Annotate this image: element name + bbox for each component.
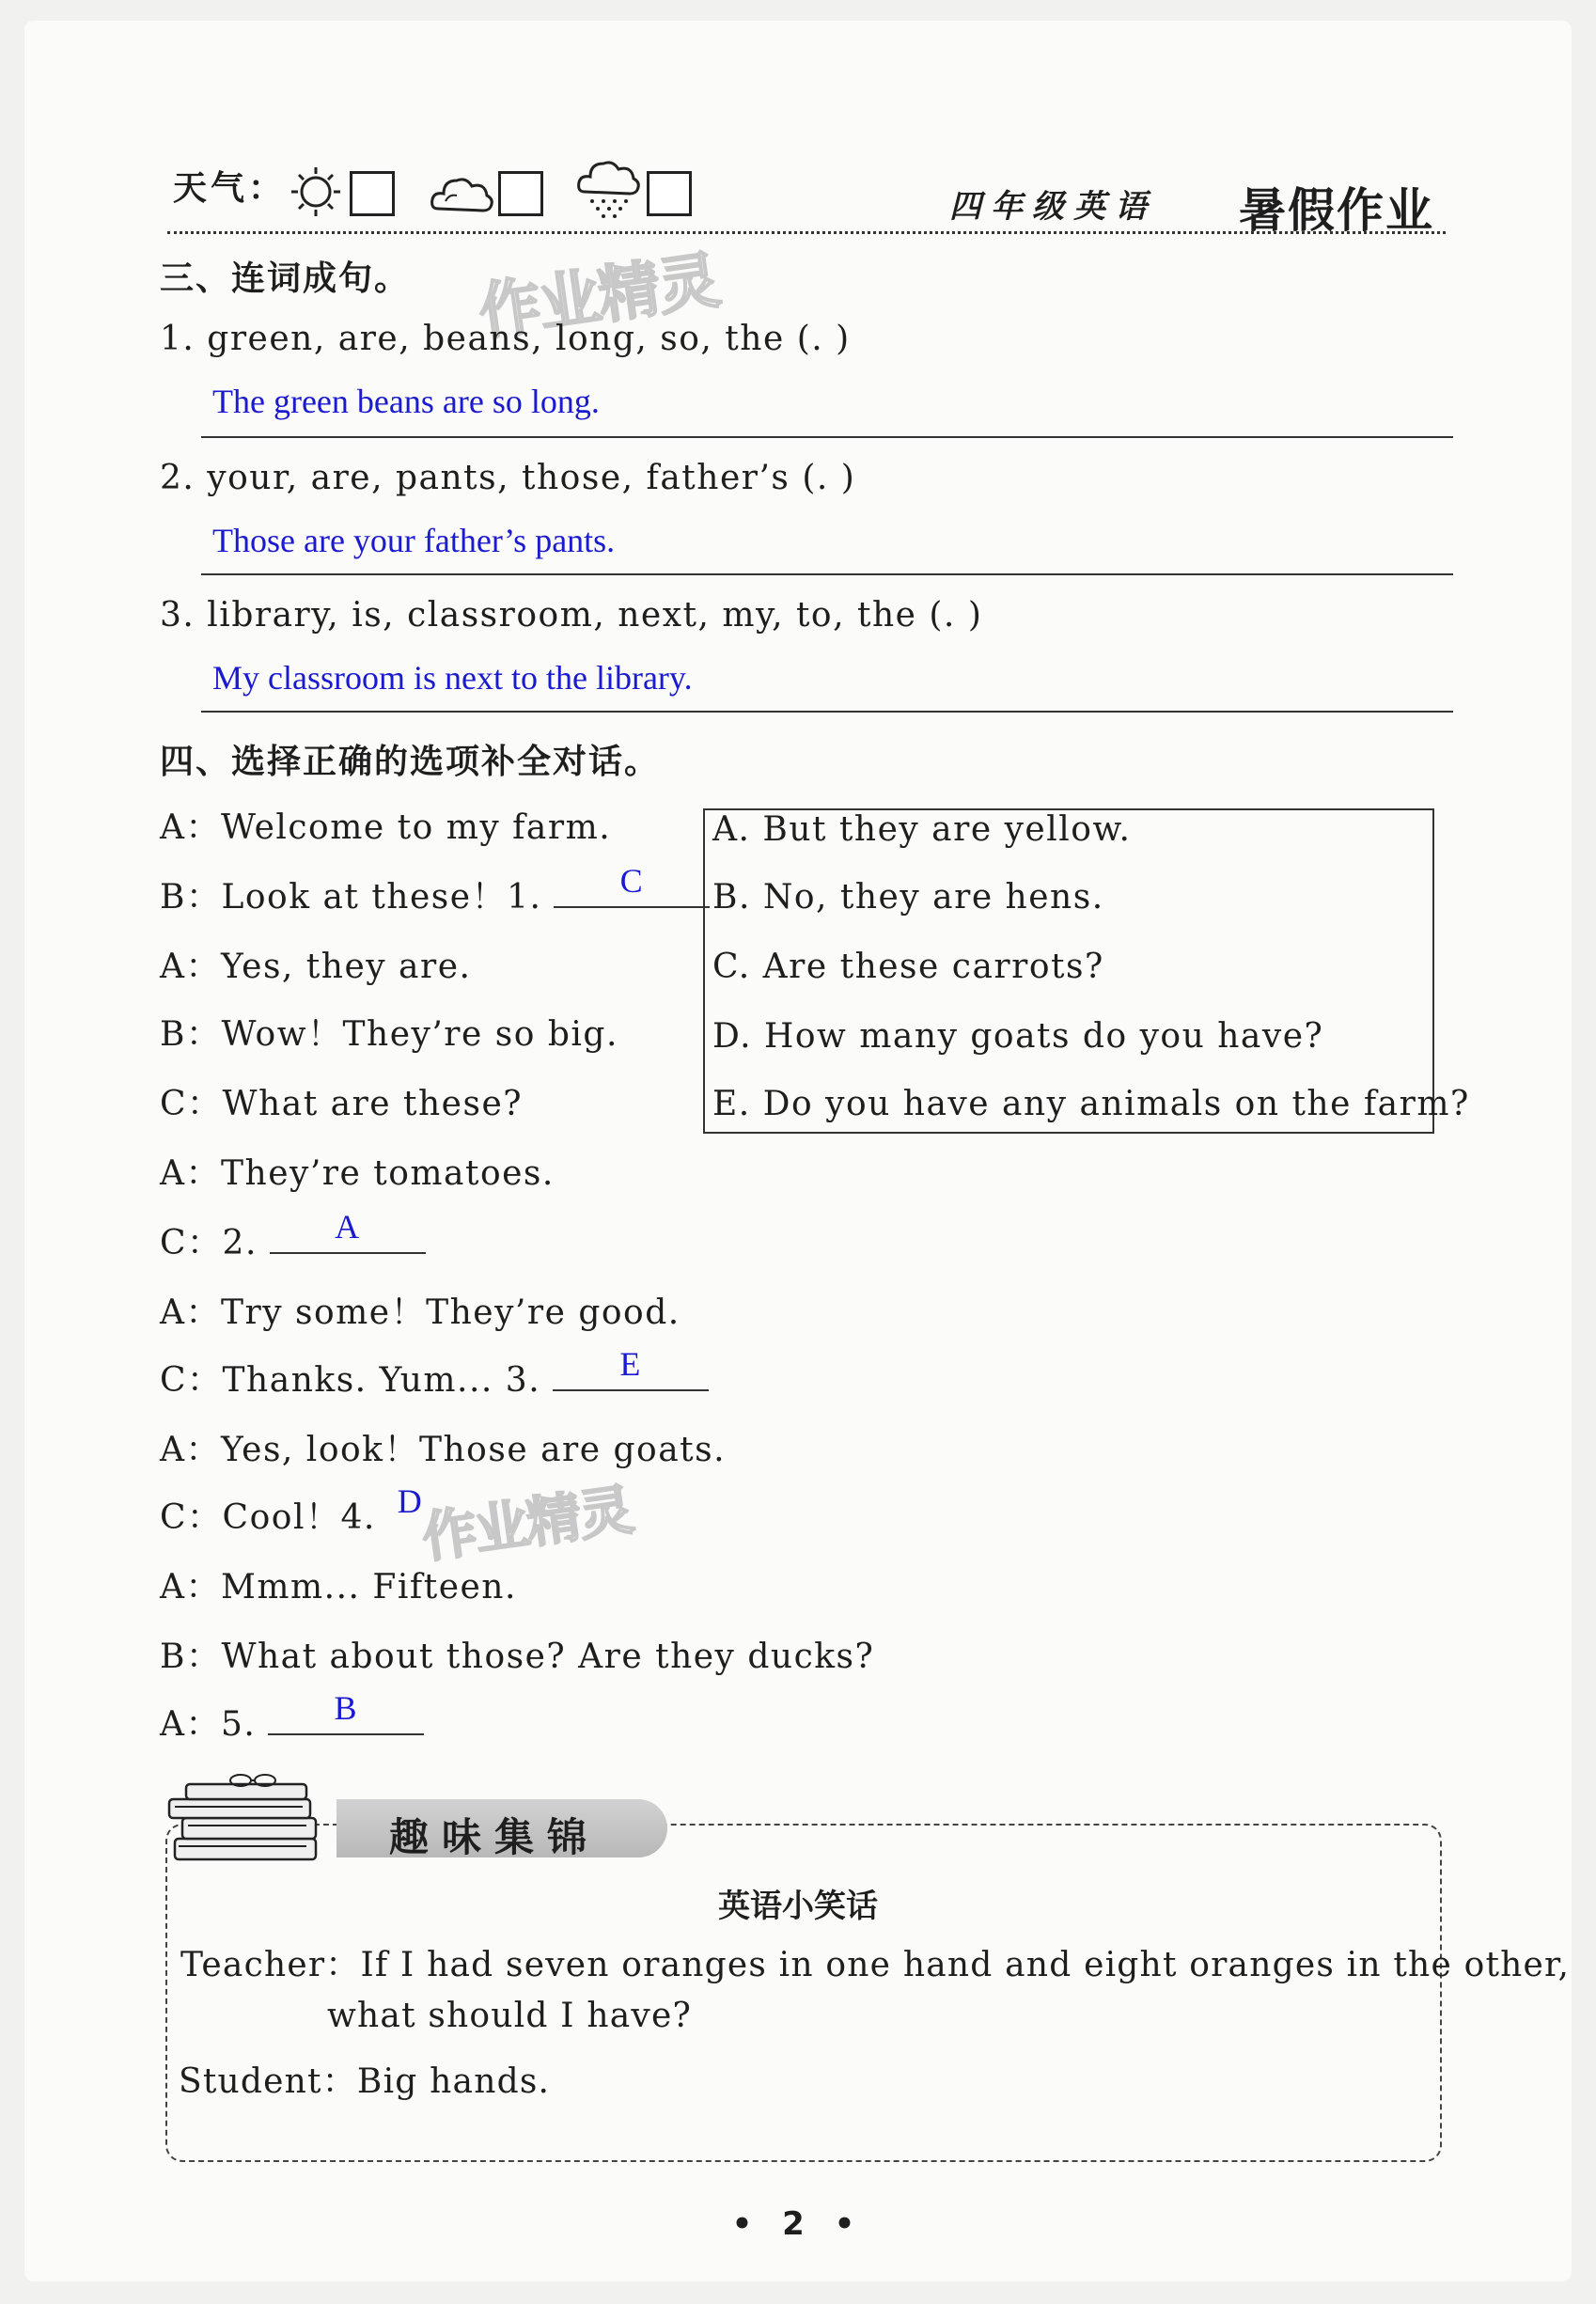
dialogue-line: A：Mmm... Fifteen. bbox=[160, 1568, 517, 1607]
answer-blank[interactable]: D bbox=[397, 1482, 424, 1520]
dialogue-line: A：They’re tomatoes. bbox=[160, 1154, 555, 1193]
answer-blank[interactable]: E bbox=[553, 1354, 709, 1391]
joke-line: what should I have? bbox=[327, 1997, 692, 2035]
option-d: D. How many goats do you have? bbox=[712, 1017, 1324, 1056]
grade-subject: 四年级英语 bbox=[949, 188, 1156, 226]
rain-cloud-icon bbox=[575, 158, 643, 224]
options-box bbox=[703, 808, 1470, 1134]
section3-title: 三、连词成句。 bbox=[160, 259, 411, 298]
dialogue-line: A：Yes, look！Those are goats. bbox=[160, 1431, 727, 1469]
fun-box bbox=[165, 1824, 1442, 2162]
page-number: • 2 • bbox=[731, 2205, 865, 2243]
books-icon bbox=[165, 1773, 344, 1867]
cloud-icon bbox=[429, 158, 496, 220]
answer-line bbox=[201, 711, 1453, 713]
dialogue-line: A：Try some！They’re good. bbox=[160, 1293, 681, 1332]
question-prompt: 3. library, is, classroom, next, my, to, the (. ) bbox=[160, 596, 983, 635]
question-answer: My classroom is next to the library. bbox=[212, 659, 693, 697]
dialogue-line: C：What are these? bbox=[160, 1085, 524, 1123]
answer-blank[interactable]: A bbox=[270, 1216, 426, 1254]
rain-checkbox[interactable] bbox=[647, 171, 692, 216]
option-a: A. But they are yellow. bbox=[712, 810, 1132, 849]
cloud-checkbox[interactable] bbox=[498, 171, 543, 216]
weather-label: 天气： bbox=[173, 168, 287, 208]
dialogue-line: B：Wow！They’re so big. bbox=[160, 1015, 618, 1054]
question-answer: The green beans are so long. bbox=[212, 383, 600, 420]
question-answer: Those are your father’s pants. bbox=[212, 522, 616, 559]
answer-blank[interactable]: C bbox=[554, 870, 710, 908]
question-prompt: 1. green, are, beans, long, so, the (. ) bbox=[160, 320, 851, 358]
sun-icon bbox=[288, 158, 344, 220]
answer-line bbox=[201, 573, 1453, 575]
fun-title: 趣味集锦 bbox=[389, 1814, 601, 1860]
watermark: 作业精灵 bbox=[418, 1477, 636, 1571]
dialogue-line: A：Yes, they are. bbox=[160, 948, 472, 986]
header-divider bbox=[167, 231, 1446, 234]
joke-title: 英语小笑话 bbox=[718, 1888, 878, 1925]
answer-blank[interactable]: B bbox=[268, 1698, 424, 1735]
question-prompt: 2. your, are, pants, those, father’s (. ) bbox=[160, 459, 856, 497]
joke-line: Teacher：If I had seven oranges in one hand and eight oranges in the other, bbox=[180, 1946, 1571, 1984]
option-e: E. Do you have any animals on the farm? bbox=[712, 1085, 1470, 1123]
brand-title: 暑假作业 bbox=[1239, 183, 1434, 238]
section4-title: 四、选择正确的选项补全对话。 bbox=[160, 743, 661, 781]
dialogue-line: B：Look at these！1. C bbox=[160, 870, 710, 918]
dialogue-line: C：2. A bbox=[160, 1216, 426, 1264]
option-c: C. Are these carrots? bbox=[712, 948, 1104, 986]
sun-checkbox[interactable] bbox=[350, 171, 395, 216]
watermark: 作业精灵 bbox=[474, 243, 723, 350]
dialogue-line: A：Welcome to my farm. bbox=[160, 808, 612, 847]
answer-line bbox=[201, 436, 1453, 438]
dialogue-line: A：5. B bbox=[160, 1698, 424, 1746]
dialogue-line: C：Cool！4. D bbox=[160, 1491, 520, 1539]
option-b: B. No, they are hens. bbox=[712, 878, 1104, 917]
header bbox=[0, 0, 1596, 244]
dialogue-line: C：Thanks. Yum... 3. E bbox=[160, 1354, 709, 1402]
joke-line: Student：Big hands. bbox=[179, 2062, 551, 2101]
dialogue-line: B：What about those? Are they ducks? bbox=[160, 1638, 875, 1676]
